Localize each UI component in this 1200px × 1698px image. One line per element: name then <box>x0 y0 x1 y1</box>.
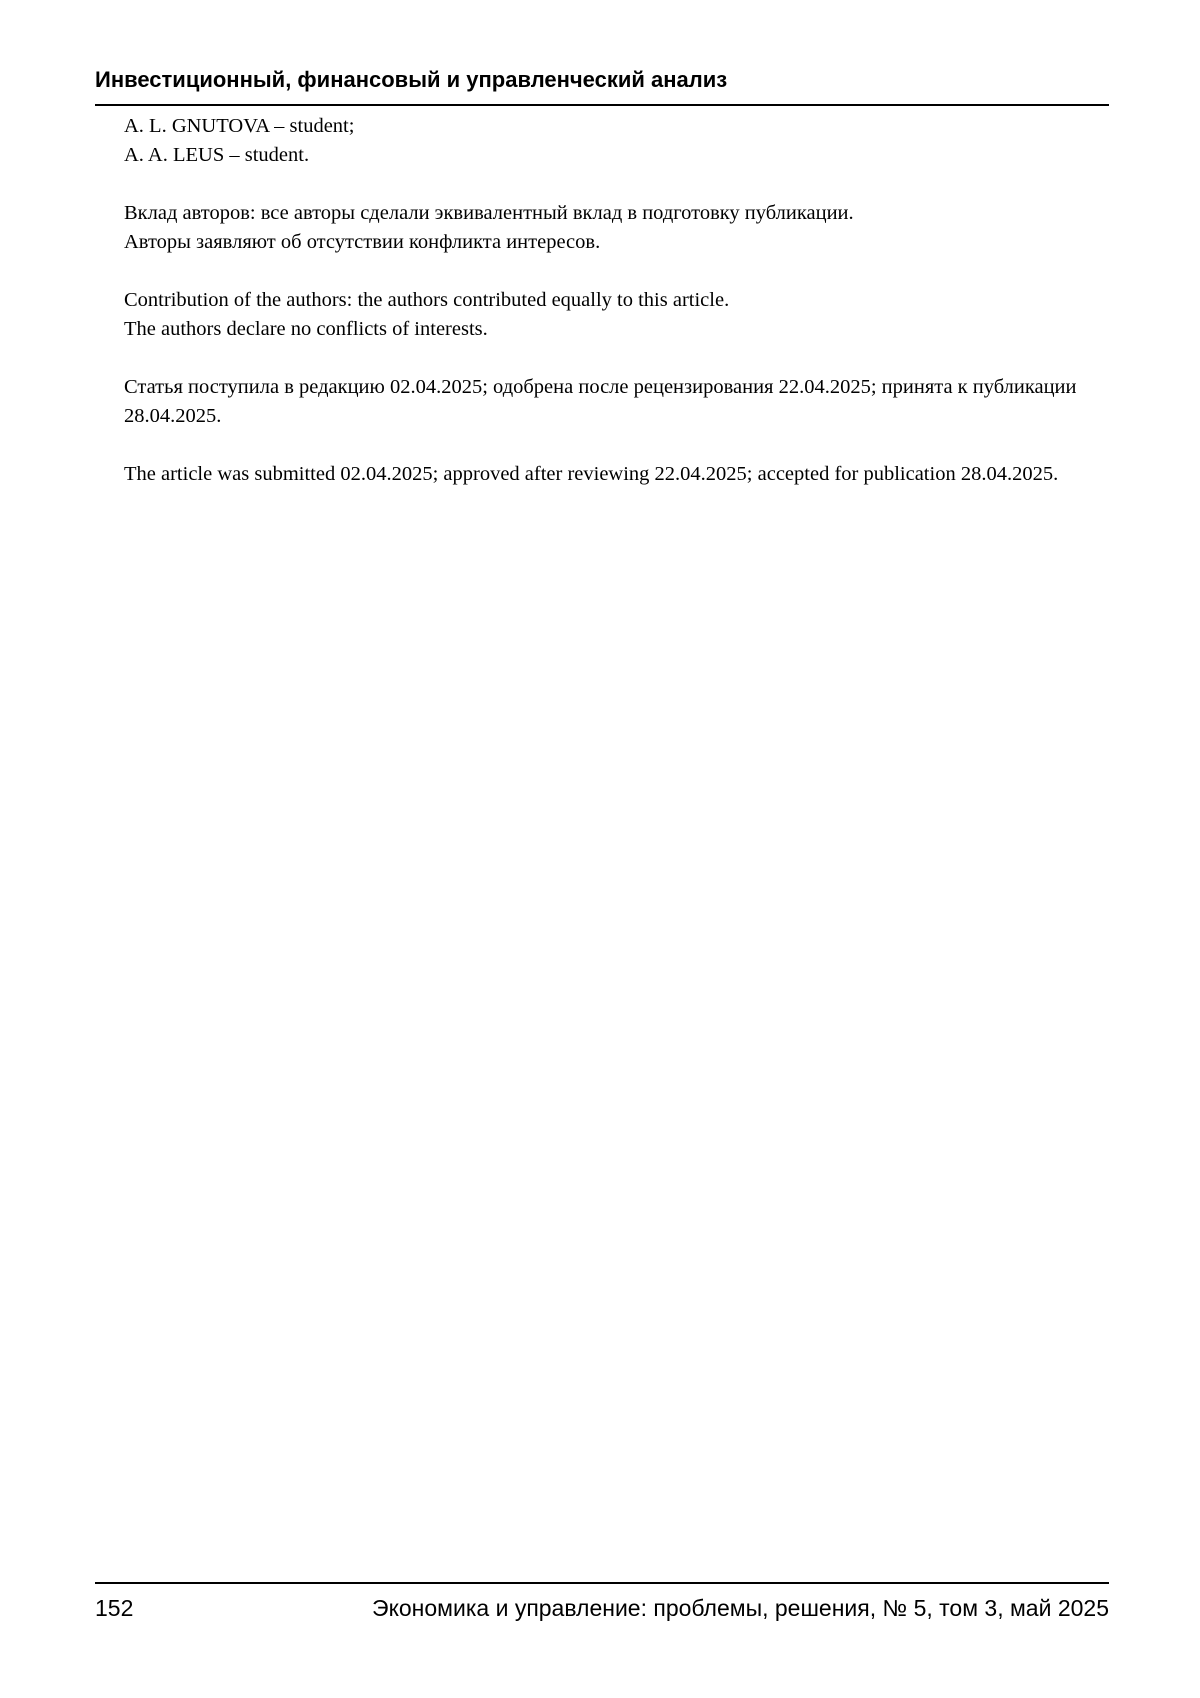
dates-ru-text: Статья поступила в редакцию 02.04.2025; одобрена после рецензирования 22.04.2025; принята к публикации 28.04.2025. <box>124 376 1077 427</box>
section-title: Инвестиционный, финансовый и управленческий анализ <box>95 67 728 92</box>
contribution-ru-line: Вклад авторов: все авторы сделали эквивалентный вклад в подготовку публикации. <box>124 202 854 224</box>
dates-ru <box>124 373 1084 431</box>
conflict-en-line: The authors declare no conflicts of interests. <box>124 318 488 340</box>
contribution-ru <box>124 199 1084 257</box>
contribution-en <box>124 286 1084 344</box>
running-footer <box>95 1582 1109 1628</box>
author-line: A. A. LEUS – student. <box>124 144 310 166</box>
contribution-en-line: Contribution of the authors: the authors contributed equally to this article. <box>124 289 730 311</box>
article-body <box>124 112 1084 518</box>
dates-en <box>124 460 1084 489</box>
running-header <box>95 66 1109 106</box>
author-line: A. L. GNUTOVA – student; <box>124 115 355 137</box>
author-list <box>124 112 1084 170</box>
conflict-ru-line: Авторы заявляют об отсутствии конфликта интересов. <box>124 231 601 253</box>
page-number: 152 <box>95 1595 134 1621</box>
journal-info: Экономика и управление: проблемы, решения, № 5, том 3, май 2025 <box>372 1595 1109 1621</box>
dates-en-text: The article was submitted 02.04.2025; approved after reviewing 22.04.2025; accepted for publication 28.04.2025. <box>124 463 1059 485</box>
